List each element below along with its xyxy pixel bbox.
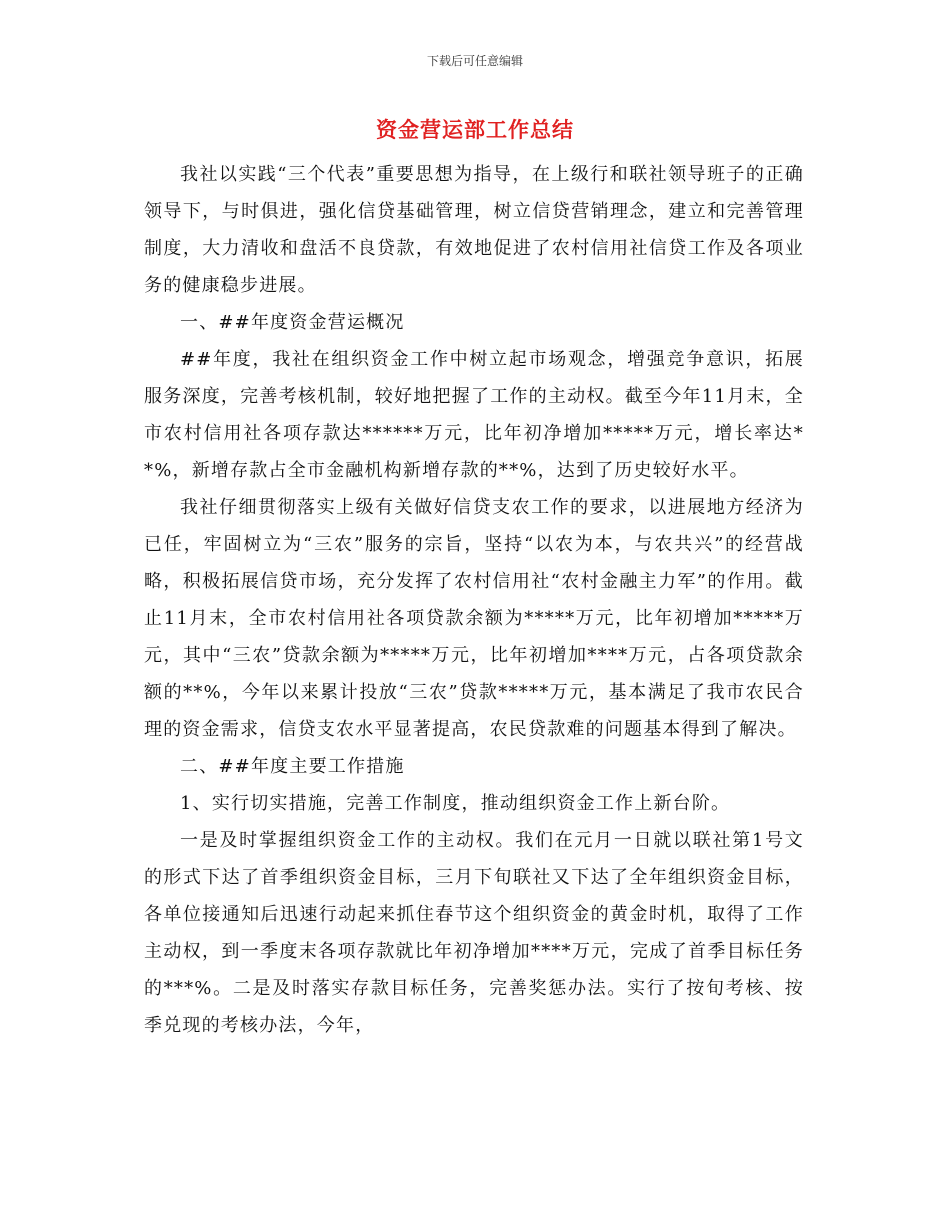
paragraph-loans: 我社仔细贯彻落实上级有关做好信贷支农工作的要求，以进展地方经济为已任，牢固树立为“三农”服务的宗旨，坚持“以农为本，与农共兴”的经营战略，积极拓展信贷市场，充分发挥了农村信用社“农村金融主力军”的作用。截止11月末，全市农村信用社各项贷款余额为*****万元，比年初增加*****万元，其中“三农”贷款余额为*****万元，比年初增加****万元，占各项贷款余额的**%，今年以来累计投放“三农”贷款*****万元，基本满足了我市农民合理的资金需求，信贷支农水平显著提高，农民贷款难的问题基本得到了解决。 <box>144 497 804 740</box>
paragraph-measures: 一是及时掌握组织资金工作的主动权。我们在元月一日就以联社第1号文的形式下达了首季组织资金目标，三月下旬联社又下达了全年组织资金目标，各单位接通知后迅速行动起来抓住春节这个组织资金的黄金时机，取得了工作主动权，到一季度末各项存款就比年初净增加****万元，完成了首季目标任务的***%。二是及时落实存款目标任务，完善奖惩办法。实行了按旬考核、按季兑现的考核办法，今年， <box>144 830 804 1036</box>
document-body <box>144 156 804 1044</box>
header-note: 下载后可任意编辑 <box>426 54 523 68</box>
document-title: 资金营运部工作总结 <box>376 117 574 142</box>
section-heading-2: 二、##年度主要工作措施 <box>180 756 405 777</box>
paragraph-intro: 我社以实践“三个代表”重要思想为指导，在上级行和联社领导班子的正确领导下，与时俱进，强化信贷基础管理，树立信贷营销理念，建立和完善管理制度，大力清收和盘活不良贷款，有效地促进了农村信用社信贷工作及各项业务的健康稳步进展。 <box>144 164 804 296</box>
paragraph-deposits: ##年度，我社在组织资金工作中树立起市场观念，增强竞争意识，拓展服务深度，完善考核机制，较好地把握了工作的主动权。截至今年11月末，全市农村信用社各项存款达******万元，比年初净增加*****万元，增长率达**%，新增存款占全市金融机构新增存款的**%，达到了历史较好水平。 <box>144 349 804 481</box>
subheading-measure-1: 1、实行切实措施，完善工作制度，推动组织资金工作上新台阶。 <box>180 793 731 814</box>
section-heading-1: 一、##年度资金营运概况 <box>180 312 405 333</box>
